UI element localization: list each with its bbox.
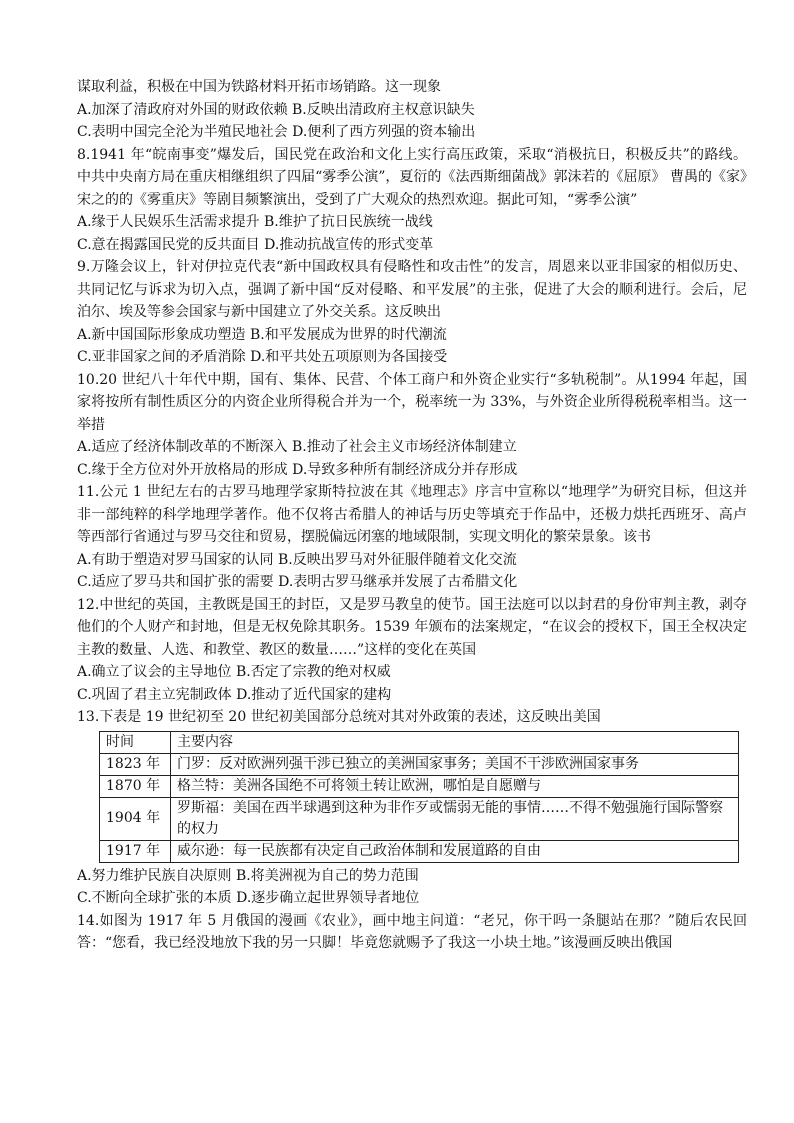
table-cell-content: 威尔逊：每一民族都有决定自己政治体制和发展道路的自由 <box>171 840 739 862</box>
q8-options-cd: C.意在揭露国民党的反共面目 D.推动抗战宣传的形式变革 <box>77 236 434 253</box>
q8-options-ab: A.缘于人民娱乐生活需求提升 B.维护了抗日民族统一战线 <box>77 214 433 230</box>
q13-options-ab: A.努力维护民族自决原则 B.将美洲视为自己的势力范围 <box>77 867 419 884</box>
q13-policy-table <box>99 731 739 863</box>
q7-options-ab: A.加深了清政府对外国的财政依赖 B.反映出清政府主权意识缺失 <box>77 101 475 118</box>
table-header-row <box>100 731 739 753</box>
q8-stem: 8.1941 年“皖南事变”爆发后，国民党在政治和文化上实行高压政策，采取“消极抗日，积极反共”的路线。中共中央南方局在重庆相继组织了四届“雾季公演”，夏衍的《法西斯细菌战》郭沫若的《屈原》 曹禺的《家》宋之的的《雾重庆》等剧目频繁演出，受到了广大观众的热烈欢迎。据此可知，“雾季公演” <box>77 146 747 208</box>
q9-options-cd: C.亚非国家之间的矛盾消除 D.和平共处五项原则为各国接受 <box>77 349 448 365</box>
q10-options-ab: A.适应了经济体制改革的不断深入 B.推动了社会主义市场经济体制建立 <box>77 439 517 455</box>
table-row <box>100 775 739 797</box>
q10-stem: 10.20 世纪八十年代中期，国有、集体、民营、个体工商户和外资企业实行“多轨税制”。从1994 年起，国家将按所有制性质区分的内资企业所得税合并为一个，税率统一为 33%，与外资企业所得税税率相当。这一举措 <box>77 371 747 433</box>
q12-options-cd: C.巩固了君主立宪制政体 D.推动了近代国家的建构 <box>77 686 392 703</box>
q14-stem: 14.如图为 1917 年 5 月俄国的漫画《农业》，画中地主问道：“老兄，你干吗一条腿站在那？”随后农民回答：“您看，我已经没地放下我的另一只脚！毕竟您就赐予了我这一小块土地。”该漫画反映出俄国 <box>77 912 747 951</box>
table-header-cell: 时间 <box>100 731 171 753</box>
table-cell-year: 1823 年 <box>100 753 171 775</box>
q11-options-cd: C.适应了罗马共和国扩张的需要 D.表明古罗马继承并发展了古希腊文化 <box>77 574 518 590</box>
q7-options-cd: C.表明中国完全沦为半殖民地社会 D.便利了西方列强的资本输出 <box>77 124 476 140</box>
table-cell-year: 1917 年 <box>100 840 171 862</box>
table-cell-content: 门罗：反对欧洲列强干涉已独立的美洲国家事务；美国不干涉欧洲国家事务 <box>171 753 739 775</box>
q12-stem: 12.中世纪的英国，主教既是国王的封臣，又是罗马教皇的使节。国王法庭可以以封君的身份审判主教，剥夺他们的个人财产和封地，但是无权免除其职务。1539 年颁布的法案规定，“在议会的授权下，国王全权决定主教的数量、人选、和教堂、教区的数量……”这样的变化在英国 <box>77 596 747 658</box>
q11-options-ab: A.有助于塑造对罗马国家的认同 B.反映出罗马对外征服伴随着文化交流 <box>77 551 517 568</box>
q9-options-ab: A.新中国国际形象成功塑造 B.和平发展成为世界的时代潮流 <box>77 326 447 343</box>
q7-stem-end: 谋取利益，积极在中国为铁路材料开拓市场销路。这一现象 <box>77 79 441 95</box>
q13-options-cd: C.不断向全球扩张的本质 D.逐步确立起世界领导者地位 <box>77 890 420 906</box>
table-cell-content: 格兰特：美洲各国绝不可将领土转让欧洲，哪怕是自愿赠与 <box>171 775 739 797</box>
q9-stem: 9.万隆会议上，针对伊拉克代表“新中国政权具有侵略性和攻击性”的发言，周恩来以亚非国家的相似历史、共同记忆与诉求为切入点，强调了新中国“反对侵略、和平发展”的主张，促进了大会的顺利进行。会后，尼泊尔、埃及等参会国家与新中国建立了外交关系。这反映出 <box>77 259 747 320</box>
q13-stem: 13.下表是 19 世纪初至 20 世纪初美国部分总统对其对外政策的表述，这反映出美国 <box>77 709 601 725</box>
table-row <box>100 797 739 840</box>
table-row <box>100 840 739 862</box>
q12-options-ab: A.确立了议会的主导地位 B.否定了宗教的绝对权威 <box>77 664 391 680</box>
q11-stem: 11.公元 1 世纪左右的古罗马地理学家斯特拉波在其《地理志》序言中宣称以“地理学”为研究目标，但这并非一部纯粹的科学地理学著作。他不仅将古希腊人的神话与历史等填充于作品中，还极力烘托西班牙、高卢等西部行省通过与罗马交往和贸易，摆脱偏远闭塞的地域限制，实现文明化的繁荣景象。该书 <box>77 484 747 545</box>
table-cell-year: 1904 年 <box>100 797 171 840</box>
table-cell-content: 罗斯福：美国在西半球遇到这种为非作歹或懦弱无能的事情……不得不勉强施行国际警察的权力 <box>171 797 739 840</box>
q10-options-cd: C.缘于全方位对外开放格局的形成 D.导致多种所有制经济成分并存形成 <box>77 461 518 478</box>
table-cell-year: 1870 年 <box>100 775 171 797</box>
table-header-cell: 主要内容 <box>171 731 739 753</box>
exam-page <box>77 76 747 955</box>
table-row <box>100 753 739 775</box>
